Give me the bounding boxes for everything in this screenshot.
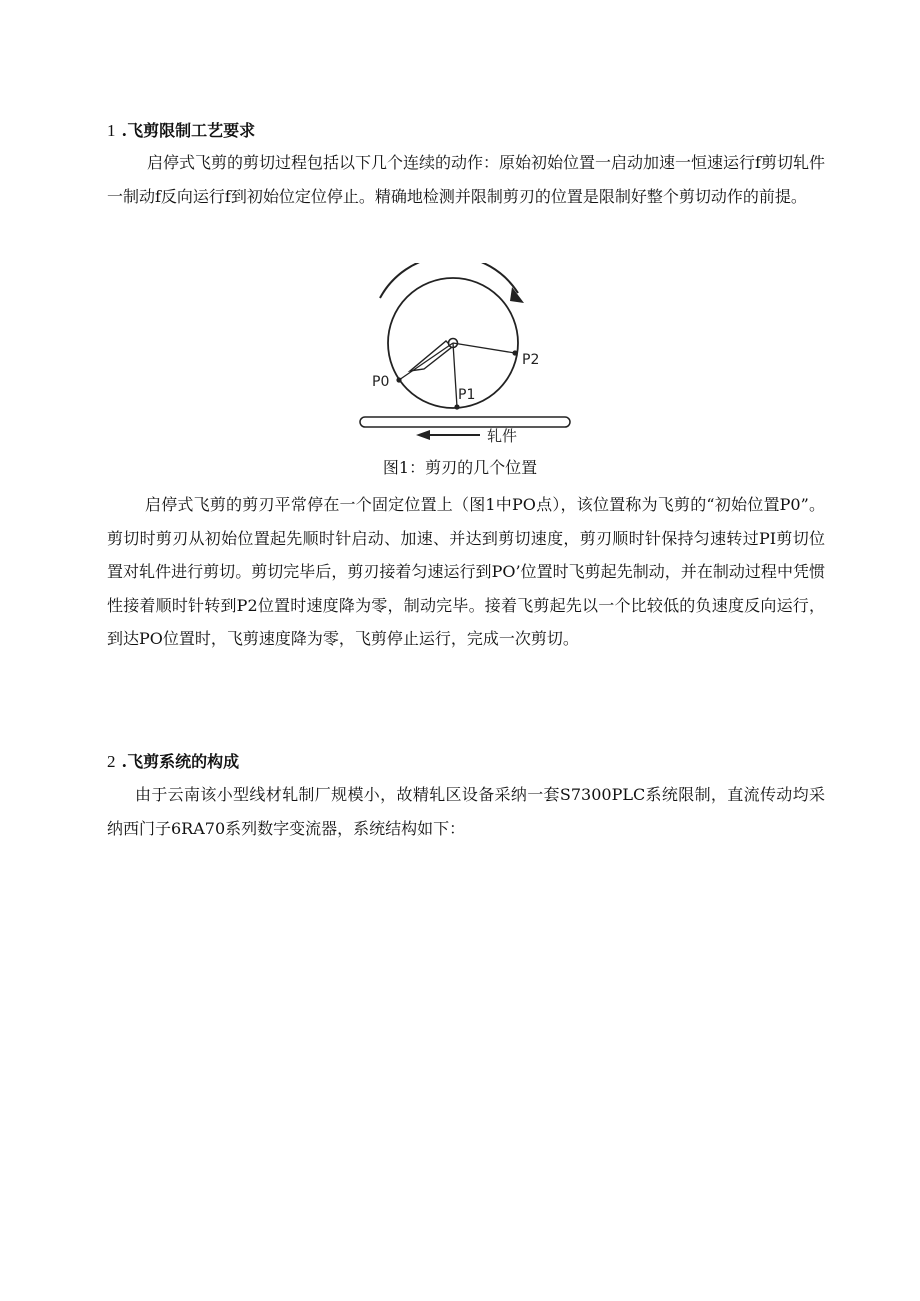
rotation-arrow-arc xyxy=(380,263,518,298)
section2-paragraph-1: 由于云南该小型线材轧制厂规模小，故精轧区设备采纳一套S7300PLC系统限制，直流传动均采纳西门子6RA70系列数字变流器，系统结构如下： xyxy=(107,785,825,838)
label-p2: P2 xyxy=(522,352,540,368)
point-p1 xyxy=(454,404,459,409)
section1-number: 1 xyxy=(107,121,122,140)
section2-number: 2 xyxy=(107,752,122,771)
label-rolled-piece: 轧件 xyxy=(487,427,518,445)
point-p0 xyxy=(396,377,401,382)
label-p0: P0 xyxy=(372,374,390,390)
shear-blade xyxy=(410,341,452,371)
radius-p2 xyxy=(453,343,515,353)
radius-p1 xyxy=(453,343,457,407)
section1-heading xyxy=(107,118,255,141)
point-p2 xyxy=(512,350,517,355)
shear-blade-position-figure xyxy=(350,263,580,453)
radius-p0 xyxy=(399,343,453,380)
section1-title: .飞剪限制工艺要求 xyxy=(121,121,256,140)
rotation-arrow-head xyxy=(510,287,524,303)
rolled-piece-bar xyxy=(360,417,570,427)
section1-paragraph-2: 启停式飞剪的剪刃平常停在一个固定位置上（图1中PO点），该位置称为飞剪的“初始位置P0”。剪切时剪刃从初始位置起先顺时针启动、加速、并达到剪切速度，剪刃顺时针保持匀速转过PI剪切位置对轧件进行剪切。剪切完毕后，剪刃接着匀速运行到PO’位置时飞剪起先制动，并在制动过程中凭惯性接着顺时针转到P2位置时速度降为零，制动完毕。接着飞剪起先以一个比较低的负速度反向运行，到达PO位置时，飞剪速度降为零，飞剪停止运行，完成一次剪切。 xyxy=(107,495,825,648)
motion-arrow-head xyxy=(416,430,430,440)
section2-title: .飞剪系统的构成 xyxy=(121,752,240,771)
section2-heading xyxy=(107,749,239,772)
section1-paragraph-1: 启停式飞剪的剪切过程包括以下几个连续的动作：原始初始位置一启动加速一恒速运行f剪切轧件一制动f反向运行f到初始位定位停止。精确地检测并限制剪刃的位置是限制好整个剪切动作的前提。 xyxy=(107,153,825,206)
figure-caption: 图1：剪刃的几个位置 xyxy=(382,458,538,477)
label-p1: P1 xyxy=(458,387,476,403)
